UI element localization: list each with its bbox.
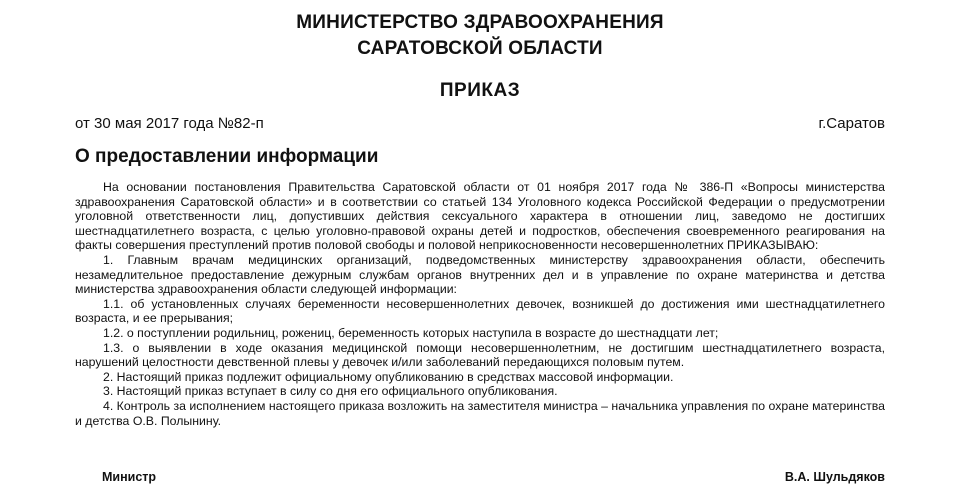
order-body (75, 180, 885, 428)
ministry-line-2: САРАТОВСКОЙ ОБЛАСТИ (357, 38, 603, 59)
item-4-paragraph: 4. Контроль за исполнением настоящего приказа возложить на заместителя министра – начальника управления по охране материнства и детства О.В. Полынину. (75, 398, 885, 428)
item-1-3-paragraph: 1.3. о выявлении в ходе оказания медицинской помощи несовершеннолетним, не достигшим шестнадцатилетнего возраста, нарушений целостности девственной плевы у девочек и/или заболеваний передающихся половым путем. (75, 340, 885, 370)
ministry-title (75, 10, 885, 62)
item-1-2-paragraph: 1.2. о поступлении родильниц, рожениц, беременность которых наступила в возрасте до шестнадцати лет; (103, 325, 719, 340)
document-type: ПРИКАЗ (439, 80, 521, 101)
item-2-paragraph: 2. Настоящий приказ подлежит официальному опубликованию в средствах массовой информации. (103, 369, 674, 384)
item-1-paragraph: 1. Главным врачам медицинских организаций, подведомственных министерству здравоохранения области, обеспечить незамедлительное предоставление дежурным службам органов внутренних дел и в управление по охране материнства и детства министерства здравоохранения области следующей информации: (75, 252, 885, 297)
order-city: г.Саратов (818, 115, 885, 132)
item-3-paragraph: 3. Настоящий приказ вступает в силу со дня его официального опубликования. (103, 384, 558, 399)
signer-name: В.А. Шульдяков (784, 470, 885, 484)
dateline (75, 114, 885, 134)
signature-block (102, 469, 885, 485)
preamble-paragraph: На основании постановления Правительства Саратовской области от 01 ноября 2017 года № 386-П «Вопросы министерства здравоохранения Саратовской области» и в соответствии со статьей 134 Уголовного кодекса Российской Федерации о предусмотрении уголовной ответственности лиц, допустивших действия сексуального характера в отношении лиц, заведомо не достигших шестнадцатилетнего возраста, с целью уголовно-правовой охраны детей и подростков, обеспечения своевременного реагирования на факты совершения преступлений против половой свободы и половой неприкосновенности несовершеннолетних ПРИКАЗЫВАЮ: (75, 180, 885, 253)
item-1-1-paragraph: 1.1. об установленных случаях беременности несовершеннолетних девочек, возникшей до достижения ими шестнадцатилетнего возраста, и ее прерывания; (75, 296, 885, 326)
signer-position: Министр (102, 470, 157, 484)
ministry-line-1: МИНИСТЕРСТВО ЗДРАВООХРАНЕНИЯ (296, 12, 664, 33)
order-date-number: от 30 мая 2017 года №82-п (75, 115, 264, 132)
order-subject: О предоставлении информации (75, 146, 379, 167)
document-page (75, 10, 885, 428)
